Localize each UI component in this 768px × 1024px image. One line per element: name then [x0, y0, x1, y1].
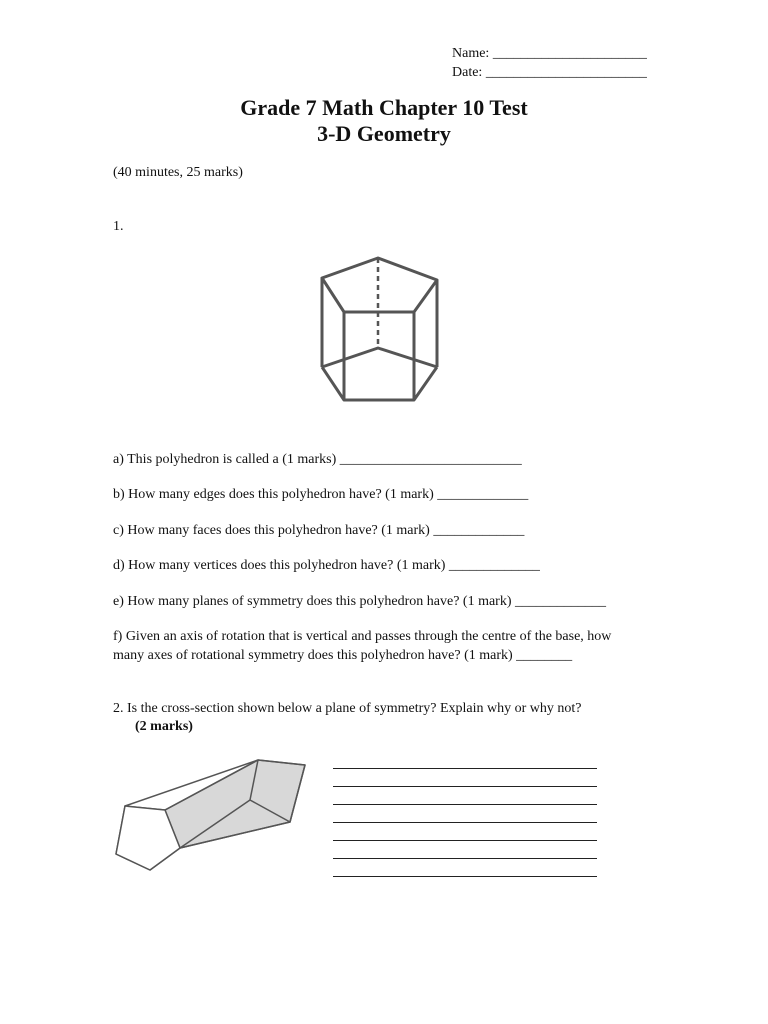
answer-line-2[interactable]: [333, 786, 597, 787]
question-2-marks: (2 marks): [135, 719, 193, 734]
answer-line-4[interactable]: [333, 822, 597, 823]
date-field: Date: _______________________: [452, 65, 647, 80]
answer-line-6[interactable]: [333, 858, 597, 859]
test-info: (40 minutes, 25 marks): [113, 165, 243, 180]
question-1a: a) This polyhedron is called a (1 marks) __________________________: [113, 452, 522, 467]
page-title: Grade 7 Math Chapter 10 Test: [240, 95, 528, 120]
answer-line-1[interactable]: [333, 768, 597, 769]
question-1b: b) How many edges does this polyhedron have? (1 mark) _____________: [113, 487, 529, 502]
question-1f-line1: f) Given an axis of rotation that is vertical and passes through the centre of the base, how: [113, 629, 612, 644]
question-1f-line2: many axes of rotational symmetry does this polyhedron have? (1 mark) ________: [113, 648, 573, 663]
name-field: Name: ______________________: [452, 46, 647, 61]
question-1d: d) How many vertices does this polyhedron have? (1 mark) _____________: [113, 558, 540, 573]
prism-cross-section-figure: [110, 750, 325, 880]
pentagonal-prism-figure: [290, 245, 480, 430]
answer-line-3[interactable]: [333, 804, 597, 805]
question-1-number: 1.: [113, 219, 124, 234]
answer-line-7[interactable]: [333, 876, 597, 877]
page-subtitle: 3-D Geometry: [317, 121, 451, 146]
question-1e: e) How many planes of symmetry does this polyhedron have? (1 mark) _____________: [113, 594, 607, 609]
question-2-prompt: 2. Is the cross-section shown below a plane of symmetry? Explain why or why not?: [113, 701, 582, 716]
question-1c: c) How many faces does this polyhedron have? (1 mark) _____________: [113, 523, 525, 538]
answer-line-5[interactable]: [333, 840, 597, 841]
